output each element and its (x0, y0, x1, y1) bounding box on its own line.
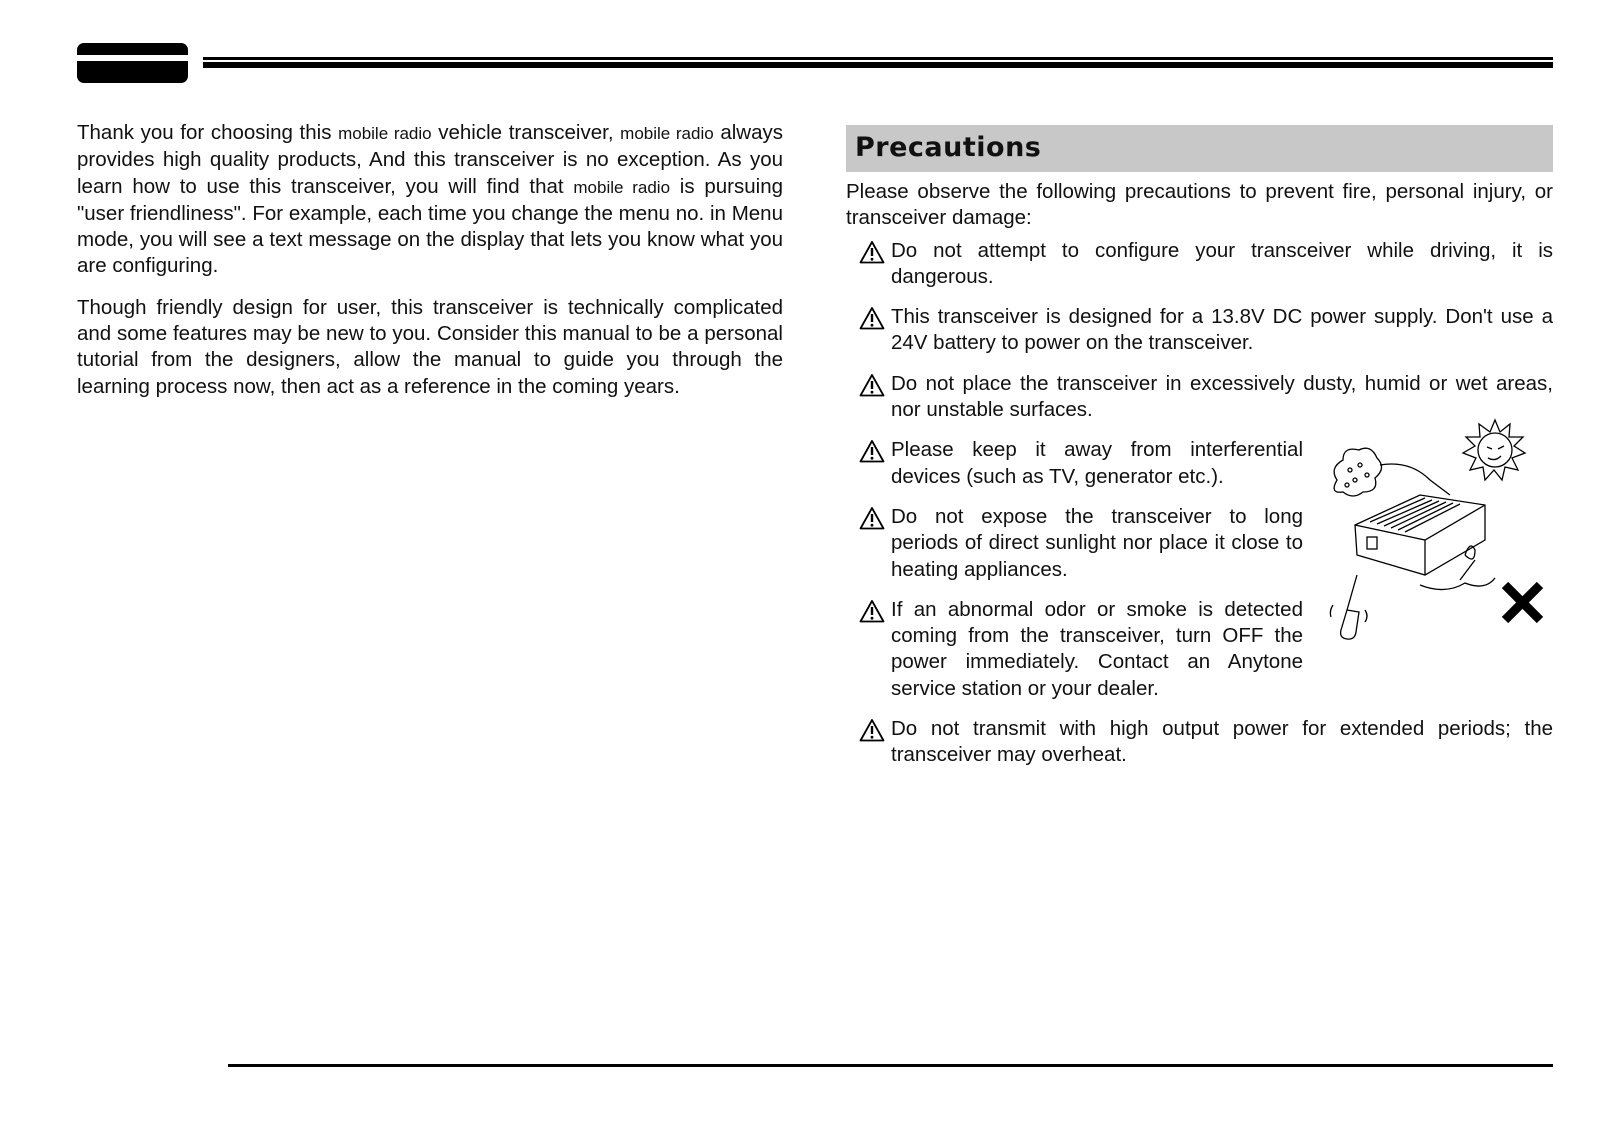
prohibited-x-icon (1505, 585, 1540, 620)
precaution-item (846, 437, 1303, 490)
header-logo-bar (77, 43, 188, 83)
transceiver-icon (1355, 495, 1485, 575)
precaution-item (846, 716, 1553, 769)
warning-triangle-icon (859, 599, 885, 623)
transceiver-hazards-illustration (1325, 415, 1555, 665)
header-rule-thin (203, 57, 1553, 60)
precaution-text: Do not transmit with high output power for extended periods; the transceiver may overheat. (891, 717, 1553, 767)
brand-placeholder: mobile radio (620, 124, 714, 143)
precautions-intro: Please observe the following precautions to prevent fire, personal injury, or transceiver damage: (846, 180, 1553, 230)
water-splash-icon (1420, 546, 1495, 590)
precaution-item (846, 504, 1303, 583)
precaution-text: If an abnormal odor or smoke is detected coming from the transceiver, turn OFF the power immediately. Contact an Anytone service station or your dealer. (891, 597, 1303, 700)
precaution-text: Do not attempt to configure your transceiver while driving, it is dangerous. (891, 238, 1553, 288)
precaution-text: Please keep it away from interferential devices (such as TV, generator etc.). (891, 438, 1303, 488)
brand-placeholder: mobile radio (338, 124, 432, 143)
precaution-item (846, 304, 1553, 357)
precaution-text: Do not expose the transceiver to long periods of direct sunlight nor place it close to heating appliances. (891, 504, 1303, 581)
warning-triangle-icon (859, 439, 885, 463)
screwdriver-icon (1330, 575, 1367, 639)
precaution-item (846, 238, 1553, 291)
section-heading: Precautions (846, 125, 1553, 172)
warning-triangle-icon (859, 506, 885, 530)
dust-cloud-icon (1334, 448, 1381, 496)
footer-rule (228, 1064, 1553, 1067)
warning-triangle-icon (859, 240, 885, 264)
precaution-text: Do not place the transceiver in excessively dusty, humid or wet areas, nor unstable surfaces. (891, 371, 1553, 422)
intro-paragraph-1 (77, 120, 783, 280)
cable (1380, 464, 1450, 495)
text: Thank you for choosing this (77, 121, 339, 144)
warning-triangle-icon (859, 718, 885, 742)
warning-triangle-icon (859, 373, 885, 397)
intro-column (77, 120, 783, 415)
text: is pursuing "user friendliness". For example, each time you change the menu no. in Menu mode, you will see a text message on the display that lets you know what you are configuring. (77, 174, 783, 278)
sun-icon (1463, 420, 1525, 480)
header-rule-thick (203, 62, 1553, 68)
warning-triangle-icon (859, 306, 885, 330)
text: always provides high quality products, And this transceiver is no exception. As you learn how to use this transceiver, you will find that (77, 121, 783, 198)
precaution-item (846, 597, 1303, 702)
intro-paragraph-2: Though friendly design for user, this transceiver is technically complicated and some features may be new to you. Consider this manual to be a personal tutorial from the designers, allow the manual to guide you through the learning process now, then act as a reference in the coming years. (77, 295, 783, 398)
text: vehicle transceiver, (431, 121, 621, 144)
precaution-text: This transceiver is designed for a 13.8V DC power supply. Don't use a 24V battery to power on the transceiver. (891, 305, 1553, 355)
brand-placeholder: mobile radio (573, 177, 671, 197)
